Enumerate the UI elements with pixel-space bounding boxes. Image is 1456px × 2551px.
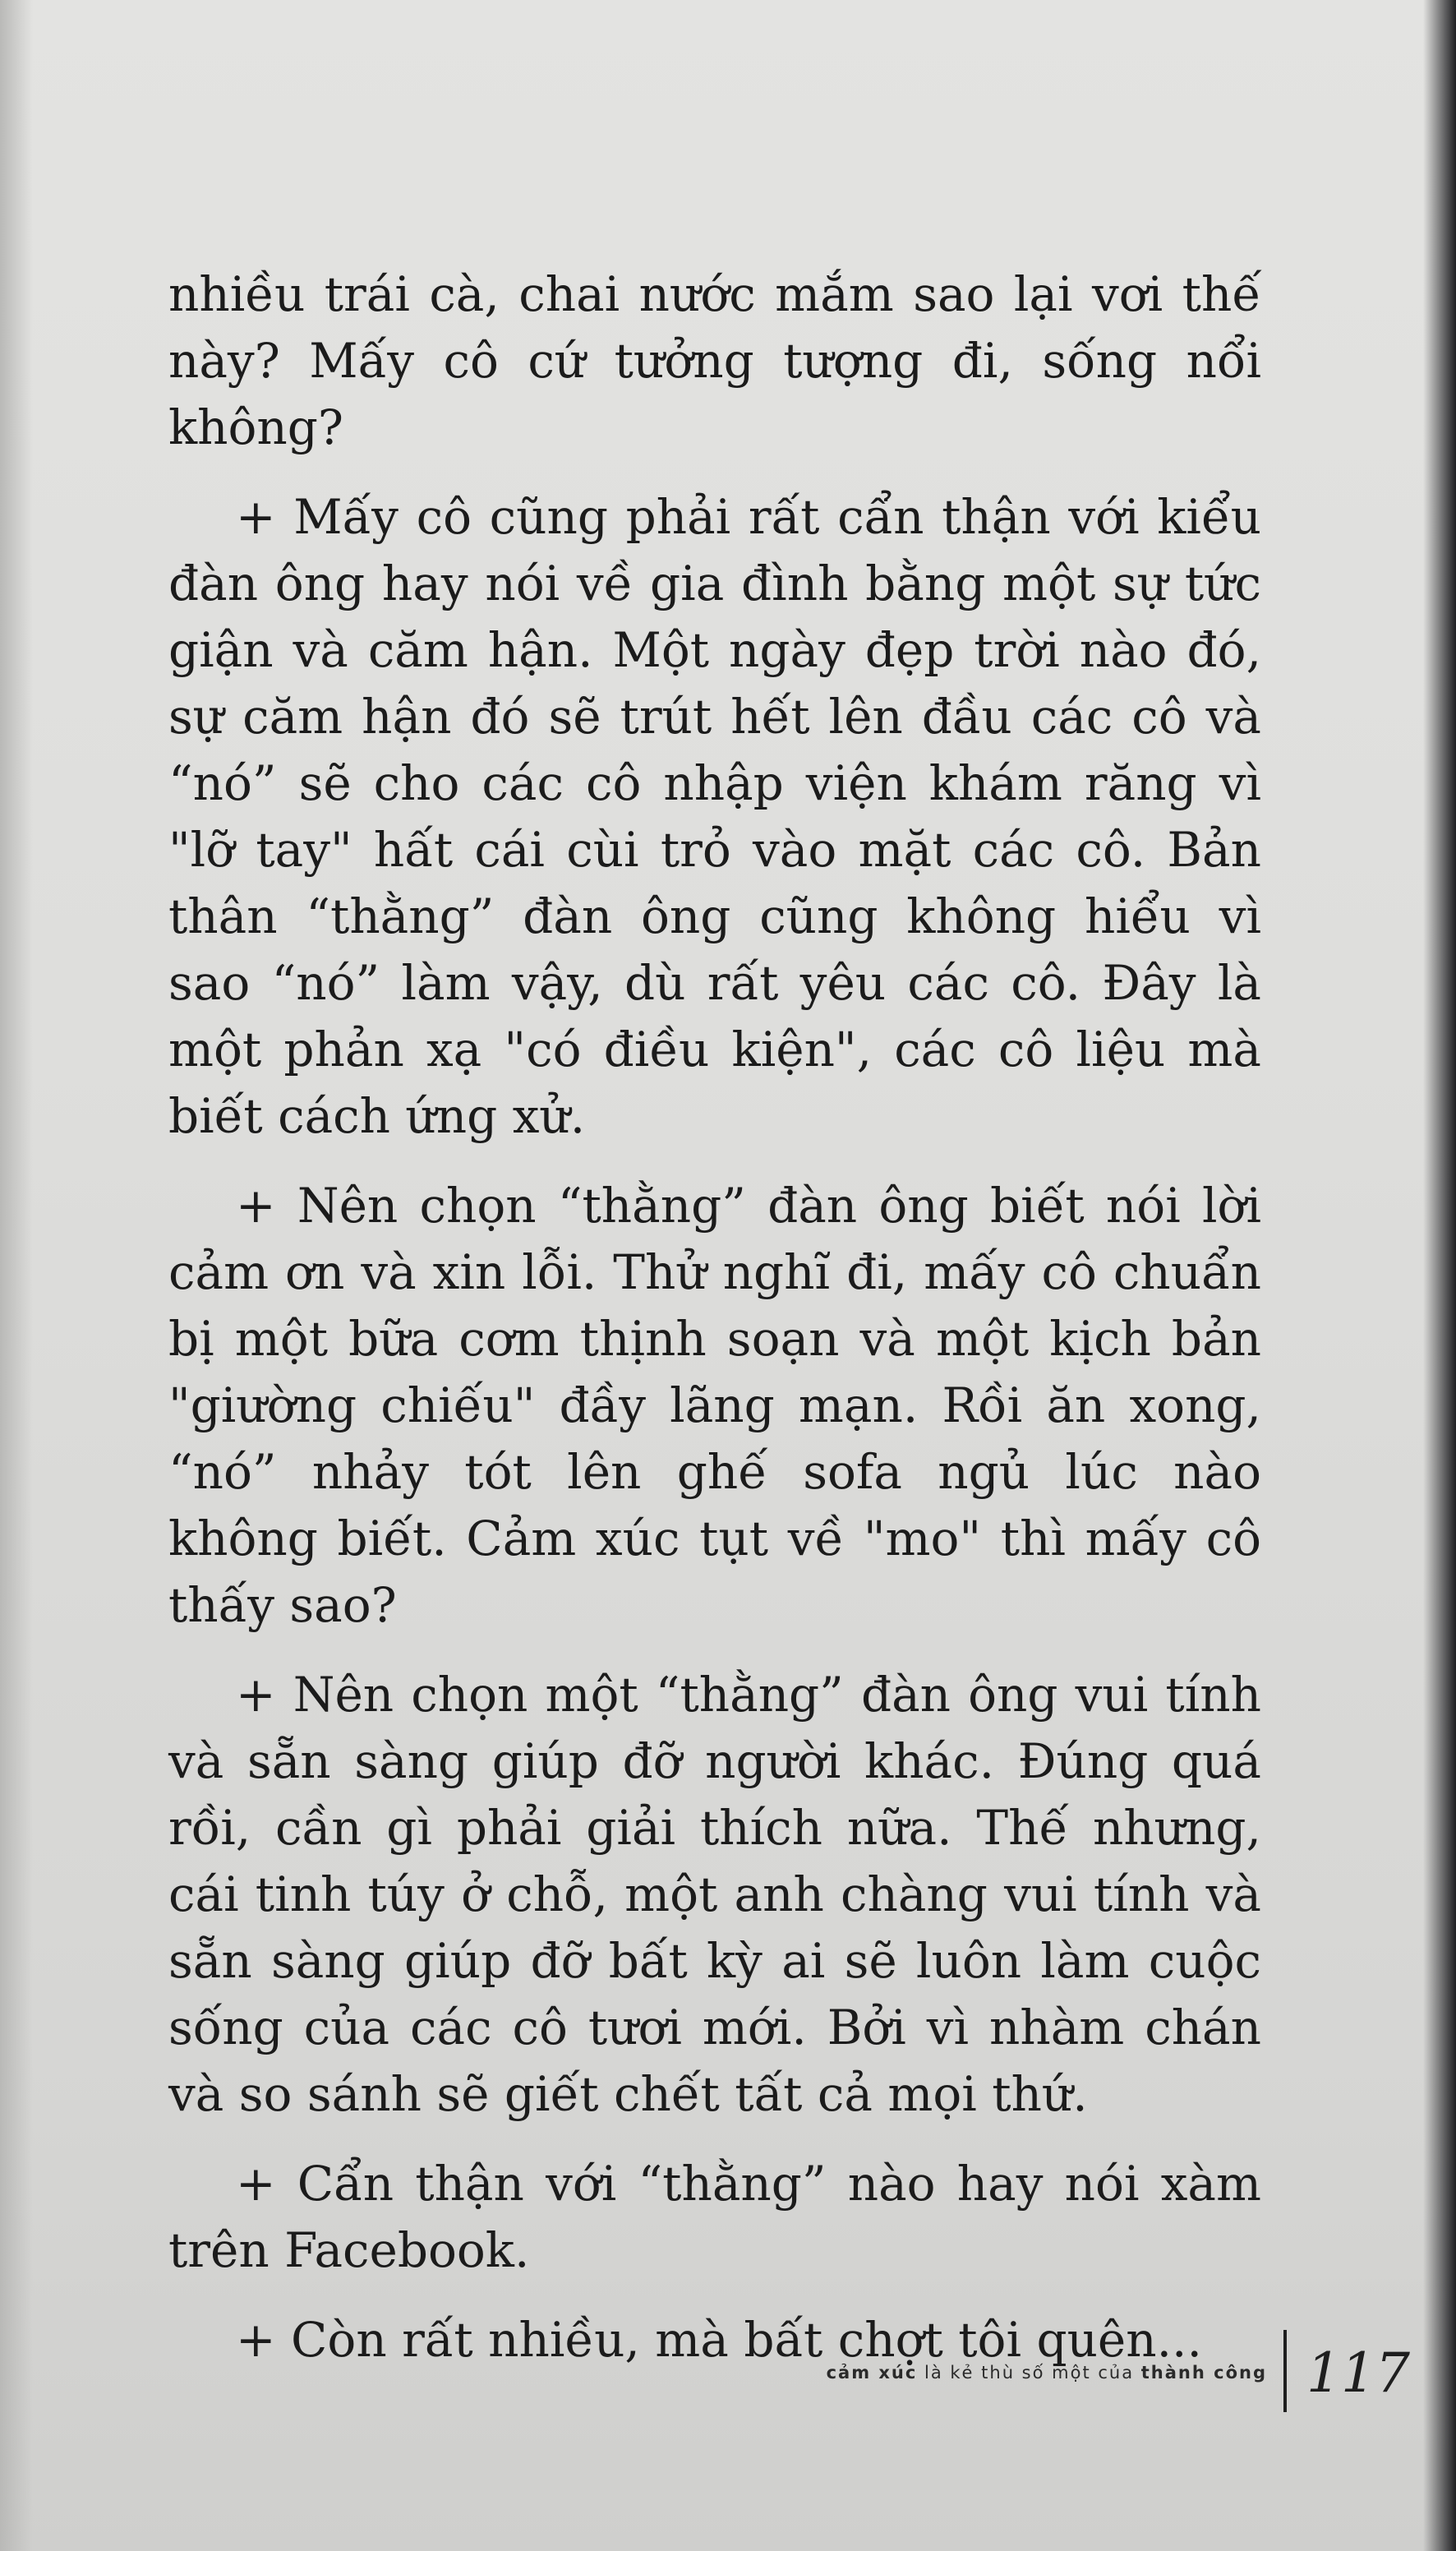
page-edge-shadow: [1423, 0, 1456, 2551]
running-title: [827, 2363, 1267, 2383]
paragraph-bullet-3: + Nên chọn một “thằng” đàn ông vui tính và sẵn sàng giúp đỡ người khác. Đúng quá rồi, cần gì phải giải thích nữa. Thế nhưng, cái tinh túy ở chỗ, một anh chàng vui tính và sẵn sàng giúp đỡ bất kỳ ai sẽ luôn làm cuộc sống của các cô tươi mới. Bởi vì nhàm chán và so sánh sẽ giết chết tất cả mọi thứ.: [168, 1667, 1261, 2122]
running-title-middle: là kẻ thù số một của: [917, 2363, 1141, 2383]
paragraph-bullet-4: + Cẩn thận với “thằng” nào hay nói xàm trên Facebook.: [168, 2156, 1261, 2278]
paragraph-bullet-2: + Nên chọn “thằng” đàn ông biết nói lời cảm ơn và xin lỗi. Thử nghĩ đi, mấy cô chuẩn bị một bữa cơm thịnh soạn và một kịch bản "giường chiếu" đầy lãng mạn. Rồi ăn xong, “nó” nhảy tót lên ghế sofa ngủ lúc nào không biết. Cảm xúc tụt về "mo" thì mấy cô thấy sao?: [168, 1178, 1261, 1633]
body-text: [168, 261, 1261, 2396]
paragraph-continued: nhiều trái cà, chai nước mắm sao lại vơi thế này? Mấy cô cứ tưởng tượng đi, sống nổi không?: [168, 266, 1261, 455]
page-gutter-shadow: [0, 0, 33, 2551]
footer-divider: [1283, 2330, 1287, 2412]
page-footer: [0, 2330, 1456, 2429]
running-title-emphasis-2: thành công: [1140, 2363, 1267, 2383]
paragraph-bullet-5: + Còn rất nhiều, mà bất chợt tôi quên...: [236, 2312, 1202, 2368]
page-number: 117: [1306, 2341, 1410, 2405]
paragraph-bullet-1: + Mấy cô cũng phải rất cẩn thận với kiểu đàn ông hay nói về gia đình bằng một sự tức giận và căm hận. Một ngày đẹp trời nào đó, sự căm hận đó sẽ trút hết lên đầu các cô và “nó” sẽ cho các cô nhập viện khám răng vì "lỡ tay" hất cái cùi trỏ vào mặt các cô. Bản thân “thằng” đàn ông cũng không hiểu vì sao “nó” làm vậy, dù rất yêu các cô. Đây là một phản xạ "có điều kiện", các cô liệu mà biết cách ứng xử.: [168, 489, 1261, 1144]
running-title-emphasis-1: cảm xúc: [826, 2363, 918, 2383]
